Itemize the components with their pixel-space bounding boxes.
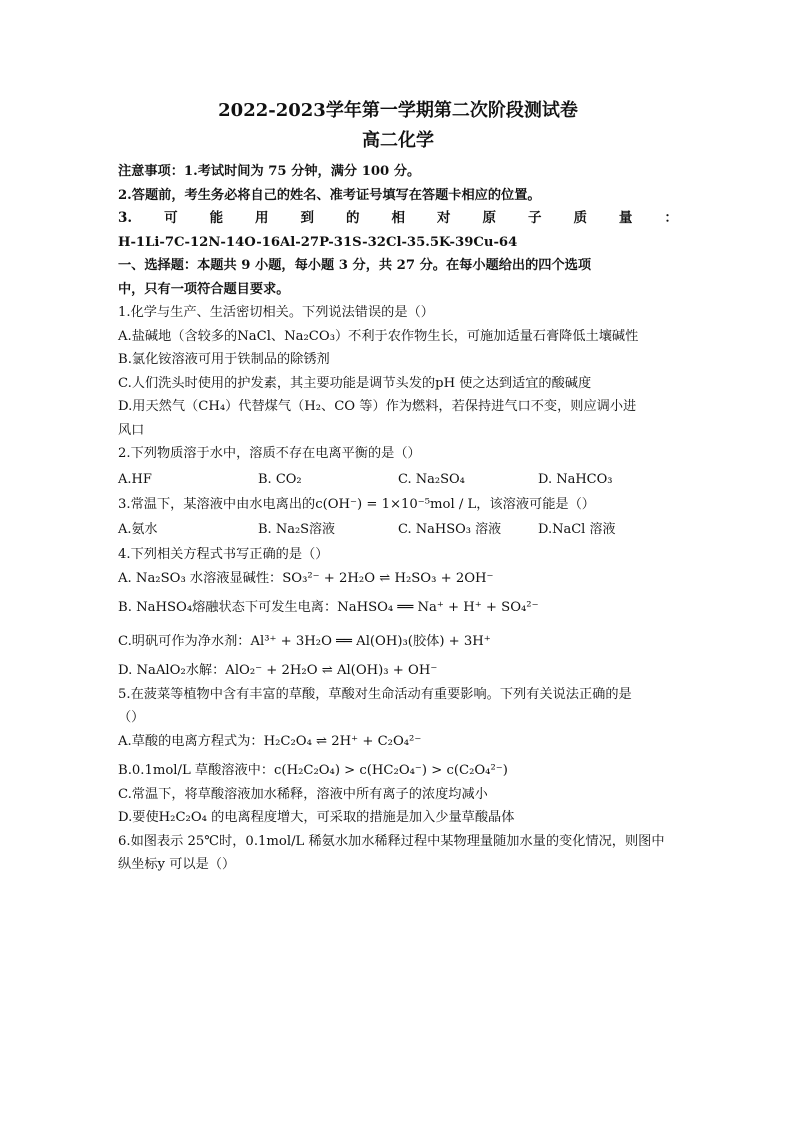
- section-heading-line-2: 中，只有一项符合题目要求。: [118, 281, 290, 297]
- note-3-heading: [118, 207, 678, 231]
- note-3-char: 子: [527, 210, 542, 226]
- q1-stem: 1.化学与生产、生活密切相关。下列说法错误的是（）: [118, 305, 434, 320]
- q3-option-c: C. NaHSO₃ 溶液: [398, 522, 502, 537]
- q2-option-a: A.HF: [118, 471, 152, 487]
- q5-option-c: C.常温下，将草酸溶液加水稀释，溶液中所有离子的浓度均减小: [118, 786, 488, 802]
- q1-option-d-line-1: D.用天然气（CH₄）代替煤气（H₂、CO 等）作为燃料，若保持进气口不变，则应调小进: [118, 399, 637, 414]
- note-3-char: 原: [482, 210, 496, 226]
- q5-option-a: A.草酸的电离方程式为：H₂C₂O₄ ⇌ 2H⁺ + C₂O₄²⁻: [118, 733, 422, 749]
- q2-options: [118, 466, 678, 493]
- q1-option-b: B.氯化铵溶液可用于铁制品的除锈剂: [118, 352, 330, 367]
- exam-page: [118, 98, 678, 877]
- note-3-char: 到: [300, 210, 315, 226]
- q2-stem: 2.下列物质溶于水中，溶质不存在电离平衡的是（）: [118, 446, 421, 461]
- note-3-char: 用: [255, 210, 269, 226]
- q5-option-d: D.要使H₂C₂O₄ 的电离程度增大，可采取的措施是加入少量草酸晶体: [118, 810, 515, 825]
- note-3-char: 相: [391, 210, 405, 226]
- q5-stem-line-2: （）: [118, 710, 145, 725]
- note-1: 注意事项：1.考试时间为 75 分钟，满分 100 分。: [118, 164, 421, 179]
- note-3-char: 对: [436, 210, 451, 226]
- q5-stem-line-1: 5.在菠菜等植物中含有丰富的草酸，草酸对生命活动有重要影响。下列有关说法正确的是: [118, 686, 632, 702]
- q4-option-b: B. NaHSO₄熔融状态下可发生电离：NaHSO₄ ══ Na⁺ + H⁺ + SO₄²⁻: [118, 600, 539, 615]
- q1-option-c: C.人们洗头时使用的护发素，其主要功能是调节头发的pH 使之达到适宜的酸碱度: [118, 375, 592, 391]
- q3-stem: 3.常温下，某溶液中由水电离出的c(OH⁻) = 1×10⁻⁵mol / L，该溶液可能是（）: [118, 496, 595, 512]
- q6-stem-line-2: 纵坐标y 可以是（）: [118, 857, 236, 872]
- q2-option-b: B. CO₂: [258, 471, 302, 487]
- exam-subtitle: 高二化学: [362, 130, 434, 151]
- exam-title: 2022-2023学年第一学期第二次阶段测试卷: [218, 100, 578, 121]
- q1-option-d-line-2: 风口: [118, 422, 145, 438]
- section-heading-line-1: 一、选择题：本题共 9 小题，每小题 3 分，共 27 分。在每小题给出的四个选项: [118, 258, 592, 273]
- q4-stem: 4.下列相关方程式书写正确的是（）: [118, 547, 329, 562]
- note-3-char: ：: [664, 210, 678, 226]
- note-2: 2.答题前，考生务必将自己的姓名、准考证号填写在答题卡相应的位置。: [118, 187, 541, 203]
- note-3-char: 质: [573, 210, 587, 226]
- q3-option-a: A.氨水: [118, 522, 158, 537]
- note-3-char: 能: [209, 210, 224, 226]
- q4-option-c: C.明矾可作为净水剂：Al³⁺ + 3H₂O ══ Al(OH)₃(胶体) + 3H⁺: [118, 633, 491, 649]
- q4-option-a: A. Na₂SO₃ 水溶液显碱性：SO₃²⁻ + 2H₂O ⇌ H₂SO₃ + 2OH⁻: [118, 570, 494, 586]
- q1-option-a: A.盐碱地（含较多的NaCl、Na₂CO₃）不利于农作物生长，可施加适量石膏降低土壤碱性: [118, 328, 639, 344]
- note-3-char: 的: [346, 210, 360, 226]
- note-3-char: 可: [164, 210, 178, 226]
- q4-option-d: D. NaAlO₂水解：AlO₂⁻ + 2H₂O ⇌ Al(OH)₃ + OH⁻: [118, 663, 438, 678]
- q2-option-d: D. NaHCO₃: [538, 471, 613, 487]
- q3-options: [118, 516, 678, 543]
- q6-stem-line-1: 6.如图表示 25℃时，0.1mol/L 稀氨水加水稀释过程中某物理量随加水量的变化情况，则图中: [118, 833, 665, 849]
- atomic-masses: H-1Li-7C-12N-14O-16Al-27P-31S-32Cl-35.5K-39Cu-64: [118, 234, 518, 250]
- q3-option-d: D.NaCl 溶液: [538, 522, 616, 537]
- note-3-char: 3.: [118, 210, 133, 226]
- note-3-char: 量: [618, 210, 633, 226]
- q5-option-b: B.0.1mol/L 草酸溶液中：c(H₂C₂O₄) > c(HC₂O₄⁻) > c(C₂O₄²⁻): [118, 763, 508, 778]
- q3-option-b: B. Na₂S溶液: [258, 522, 336, 537]
- q2-option-c: C. Na₂SO₄: [398, 471, 465, 487]
